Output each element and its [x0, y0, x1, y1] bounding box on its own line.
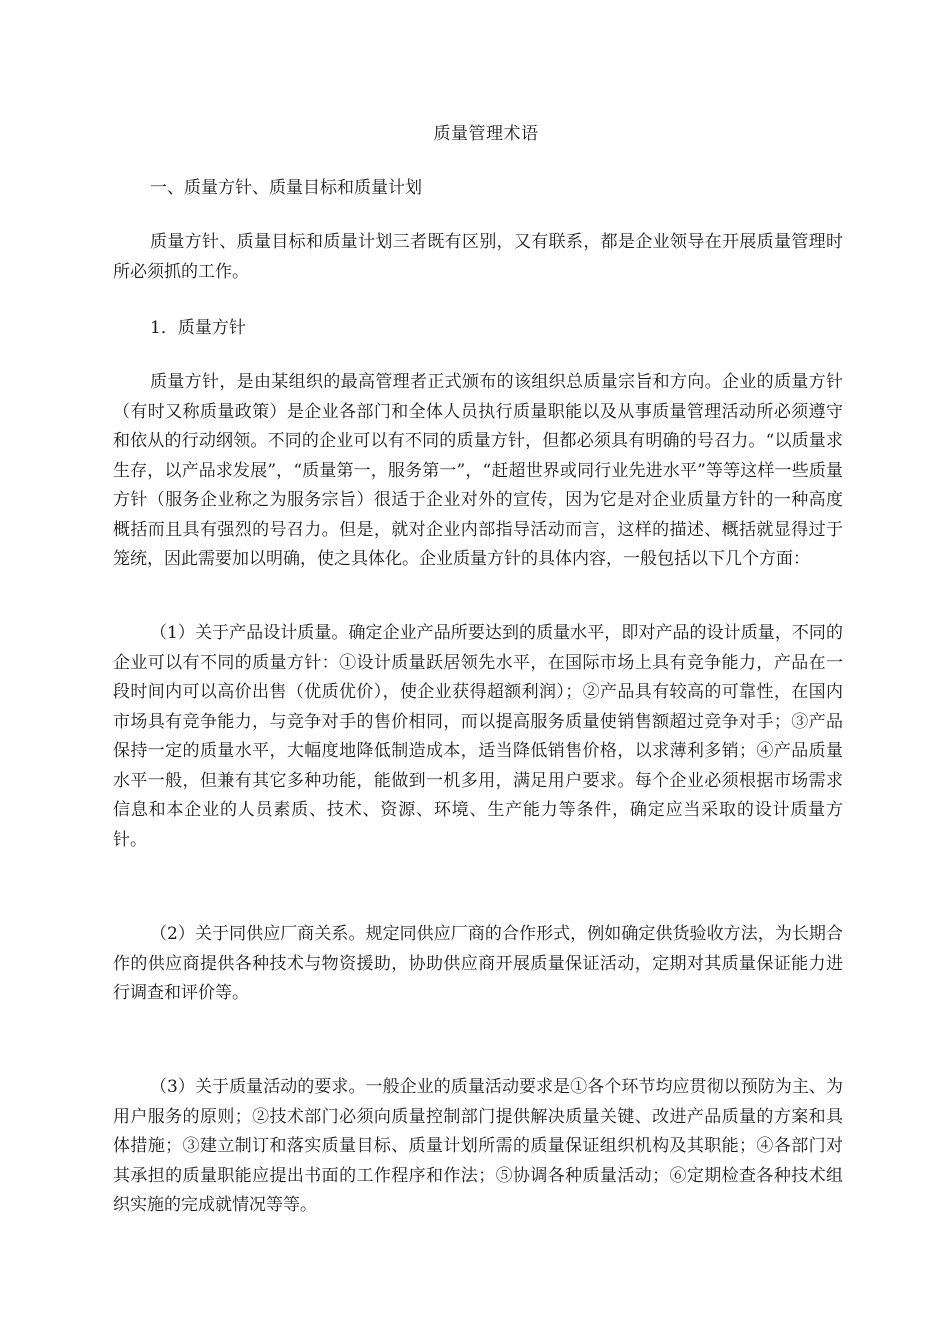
item-3-paragraph: （3）关于质量活动的要求。一般企业的质量活动要求是①各个环节均应贯彻以预防为主、为用户服务的原则；②技术部门必须向质量控制部门提供解决质量关键、改进产品质量的方案和具体措施；③建立制订和落实质量目标、质量计划所需的质量保证组织机构及其职能；④各部门对其承担的质量职能应提出书面的工作程序和作法；⑤协调各种质量活动；⑥定期检查各种技术组织实施的完成就情况等等。: [113, 1077, 843, 1215]
item-2-paragraph: （2）关于同供应厂商关系。规定同供应厂商的合作形式，例如确定供货验收方法，为长期合作的供应商提供各种技术与物资援助，协助供应商开展质量保证活动，定期对其质量保证能力进行调查和评价等。: [113, 924, 843, 1003]
subsection-heading: 1．质量方针: [150, 318, 246, 338]
document-title: 质量管理术语: [433, 124, 539, 144]
section-heading: 一、质量方针、质量目标和质量计划: [150, 178, 422, 198]
intro-paragraph: 质量方针、质量目标和质量计划三者既有区别，又有联系，都是企业领导在开展质量管理时所必须抓的工作。: [113, 232, 843, 282]
definition-paragraph: 质量方针，是由某组织的最高管理者正式颁布的该组织总质量宗旨和方向。企业的质量方针（有时又称质量政策）是企业各部门和全体人员执行质量职能以及从事质量管理活动所必须遵守和依从的行动纲领。不同的企业可以有不同的质量方针，但都必须具有明确的号召力。“以质量求生存，以产品求发展”，“质量第一，服务第一”，“赶超世界或同行业先进水平”等等这样一些质量方针（服务企业称之为服务宗旨）很适于企业对外的宣传，因为它是对企业质量方针的一种高度概括而且具有强烈的号召力。但是，就对企业内部指导活动而言，这样的描述、概括就显得过于笼统，因此需要加以明确，使之具体化。企业质量方针的具体内容，一般包括以下几个方面：: [113, 372, 843, 569]
item-1-paragraph: （1）关于产品设计质量。确定企业产品所要达到的质量水平，即对产品的设计质量，不同的企业可以有不同的质量方针：①设计质量跃居领先水平，在国际市场上具有竞争能力，产品在一段时间内可以高价出售（优质优价），使企业获得超额利润）；②产品具有较高的可靠性，在国内市场具有竞争能力，与竞争对手的售价相同，而以提高服务质量使销售额超过竞争对手；③产品保持一定的质量水平，大幅度地降低制造成本，适当降低销售价格，以求薄利多销；④产品质量水平一般，但兼有其它多种功能，能做到一机多用，满足用户要求。每个企业必须根据市场需求信息和本企业的人员素质、技术、资源、环境、生产能力等条件，确定应当采取的设计质量方针。: [113, 623, 843, 850]
